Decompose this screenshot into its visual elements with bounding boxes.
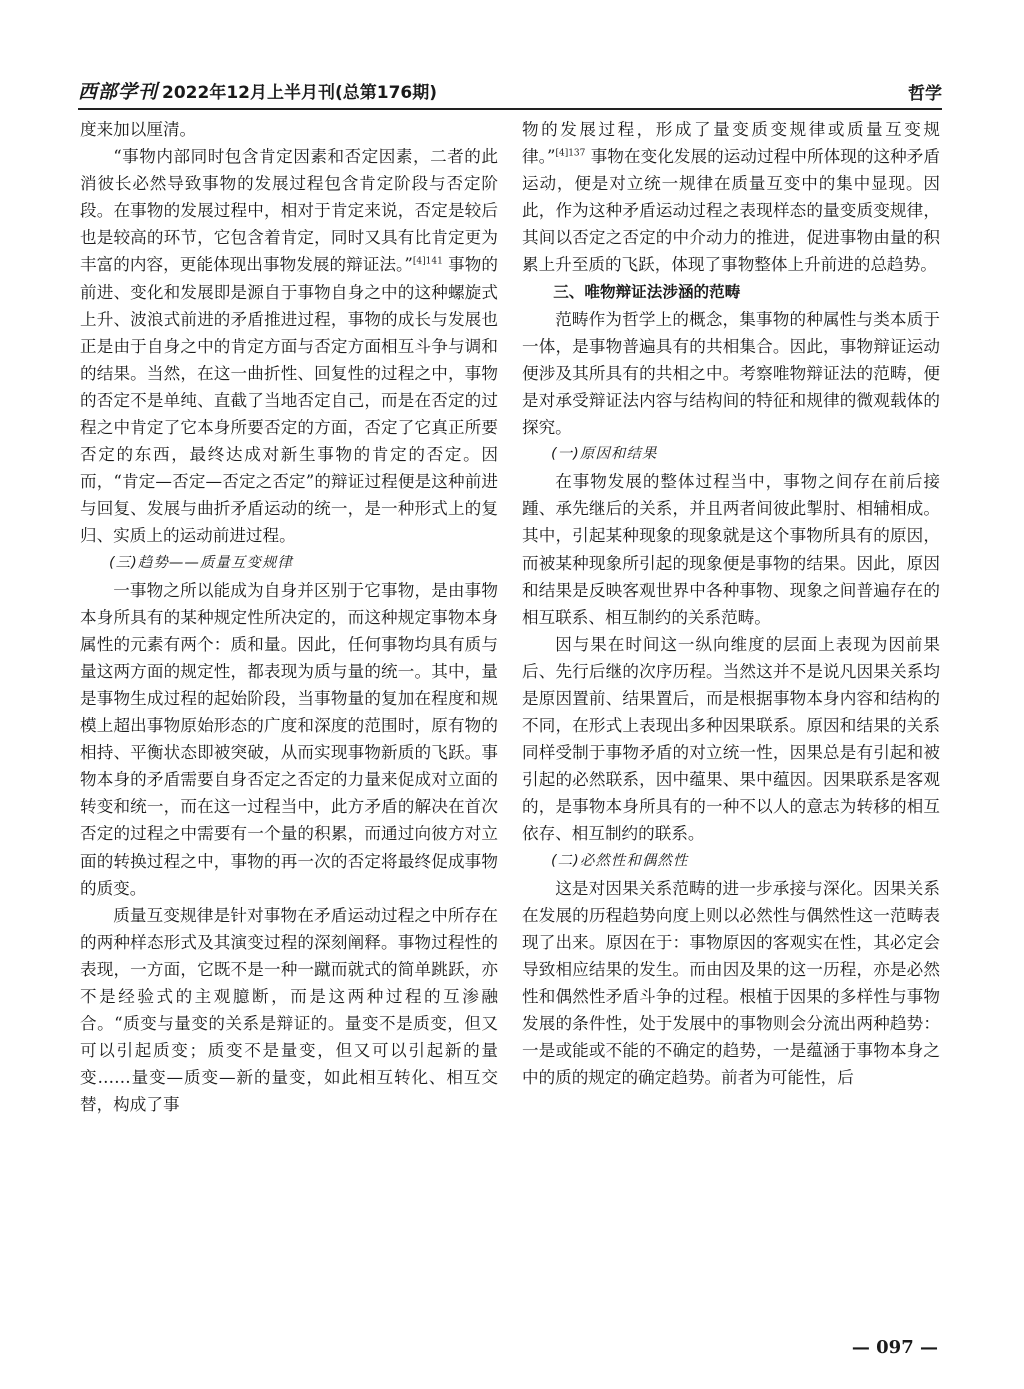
quote-text: 物的发展过程，形成了量变质变规律或质量互变规律。”: [522, 120, 940, 167]
paragraph-tail: 事物的前进、变化和发展即是源自于事物自身之中的这种螺旋式上升、波浪式前进的矛盾推进过程，事物的成长与发展也正是由于自身之中的肯定方面与否定方面相互斗争与调和的结果。当然，在这一曲折性、回复性的过程之中，事物的否定不是单纯、直截了当地否定自己，而是在否定的过程之中肯定了它本身所要否定的方面，否定了它真正所要否定的东西，最终达成对新生事物的肯定的否定。因而，“肯定—否定—否定之否定”的辩证过程便是这种前进与回复、发展与曲折矛盾运动的统一，是一种形式上的复归、实质上的运动前进过程。: [80, 255, 498, 546]
paragraph: 这是对因果关系范畴的进一步承接与深化。因果关系在发展的历程趋势向度上则以必然性与偶然性这一范畴表现了出来。原因在于：事物原因的客观实在性，其必定会导致相应结果的发生。而由因及果的这一历程，亦是必然性和偶然性矛盾斗争的过程。根植于因果的多样性与事物发展的条件性，处于发展中的事物则会分流出两种趋势：一是或能或不能的不确定的趋势，一是蕴涵于事物本身之中的质的规定的确定趋势。前者为可能性，后: [522, 878, 940, 1088]
journal-issue: 2022年12月上半月刊(总第176期): [162, 83, 438, 103]
section-name: 哲学: [908, 84, 942, 104]
right-column: [522, 116, 940, 1091]
paragraph: 度来加以厘清。: [80, 120, 197, 139]
subsection-heading: (二)必然性和偶然性: [551, 852, 689, 869]
paragraph-tail: 事物在变化发展的运动过程中所体现的这种矛盾运动，便是对立统一规律在质量互变中的集中显现。因此，作为这种矛盾运动过程之表现样态的量变质变规律，其间以否定之否定的中介动力的推进，促进事物由量的积累上升至质的飞跃，体现了事物整体上升前进的总趋势。: [522, 147, 940, 275]
citation-ref: [4]137: [555, 148, 586, 159]
page-number: — 097 —: [851, 1337, 938, 1358]
running-header: [78, 70, 942, 110]
left-column: [80, 116, 498, 1118]
paragraph: [80, 143, 498, 549]
paragraph: 因与果在时间这一纵向维度的层面上表现为因前果后、先行后继的次序历程。当然这并不是说凡因果关系均是原因置前、结果置后，而是根据事物本身内容和结构的不同，在形式上表现出多种因果联系。原因和结果的关系同样受制于事物矛盾的对立统一性，因果总是有引起和被引起的必然联系，因中蕴果、果中蕴因。因果联系是客观的，是事物本身所具有的一种不以人的意志为转移的相互依存、相互制约的联系。: [522, 634, 940, 844]
subsection-heading: (三)趋势——质量互变规律: [109, 554, 293, 571]
citation-ref: [4]141: [412, 256, 443, 267]
paragraph: [522, 116, 940, 279]
paragraph: 质量互变规律是针对事物在矛盾运动过程之中所存在的两种样态形式及其演变过程的深刻阐释。事物过程性的表现，一方面，它既不是一种一蹴而就式的简单跳跃，亦不是经验式的主观臆断，而是这两种过程的互渗融合。“质变与量变的关系是辩证的。量变不是质变，但又可以引起质变；质变不是量变，但又可以引起新的量变……量变—质变—新的量变，如此相互转化、相互交替，构成了事: [80, 905, 498, 1115]
quote-text: “事物内部同时包含肯定因素和否定因素，二者的此消彼长必然导致事物的发展过程包含肯定阶段与否定阶段。在事物的发展过程中，相对于肯定来说，否定是较后也是较高的环节，它包含着肯定，同时又具有比肯定更为丰富的内容，更能体现出事物发展的辩证法。”: [80, 147, 498, 275]
section-heading: 三、唯物辩证法涉涵的范畴: [553, 282, 741, 301]
paragraph: 一事物之所以能成为自身并区别于它事物，是由事物本身所具有的某种规定性所决定的，而这种规定事物本身属性的元素有两个：质和量。因此，任何事物均具有质与量这两方面的规定性，都表现为质与量的统一。其中，量是事物生成过程的起始阶段，当事物量的复加在程度和规模上超出事物原始形态的广度和深度的范围时，原有物的相持、平衡状态即被突破，从而实现事物新质的飞跃。事物本身的矛盾需要自身否定之否定的力量来促成对立面的转变和统一，而在这一过程当中，此方矛盾的解决在首次否定的过程之中需要有一个量的积累，而通过向彼方对立面的转换过程之中，事物的再一次的否定将最终促成事物的质变。: [80, 580, 498, 898]
subsection-heading: (一)原因和结果: [551, 446, 658, 463]
journal-logo: 西部学刊: [78, 81, 159, 103]
paragraph: 范畴作为哲学上的概念，集事物的种属性与类本质于一体，是事物普遍具有的共相集合。因此，事物辩证运动便涉及其所具有的共相之中。考察唯物辩证法的范畴，便是对承受辩证法内容与结构间的特征和规律的微观载体的探究。: [522, 309, 940, 438]
journal-info: [78, 77, 437, 104]
paragraph: 在事物发展的整体过程当中，事物之间存在前后接踵、承先继后的关系，并且两者间彼此掣肘、相辅相成。其中，引起某种现象的现象就是这个事物所具有的原因，而被某种现象所引起的现象便是事物的结果。因此，原因和结果是反映客观世界中各种事物、现象之间普遍存在的相互联系、相互制约的关系范畴。: [522, 472, 940, 627]
